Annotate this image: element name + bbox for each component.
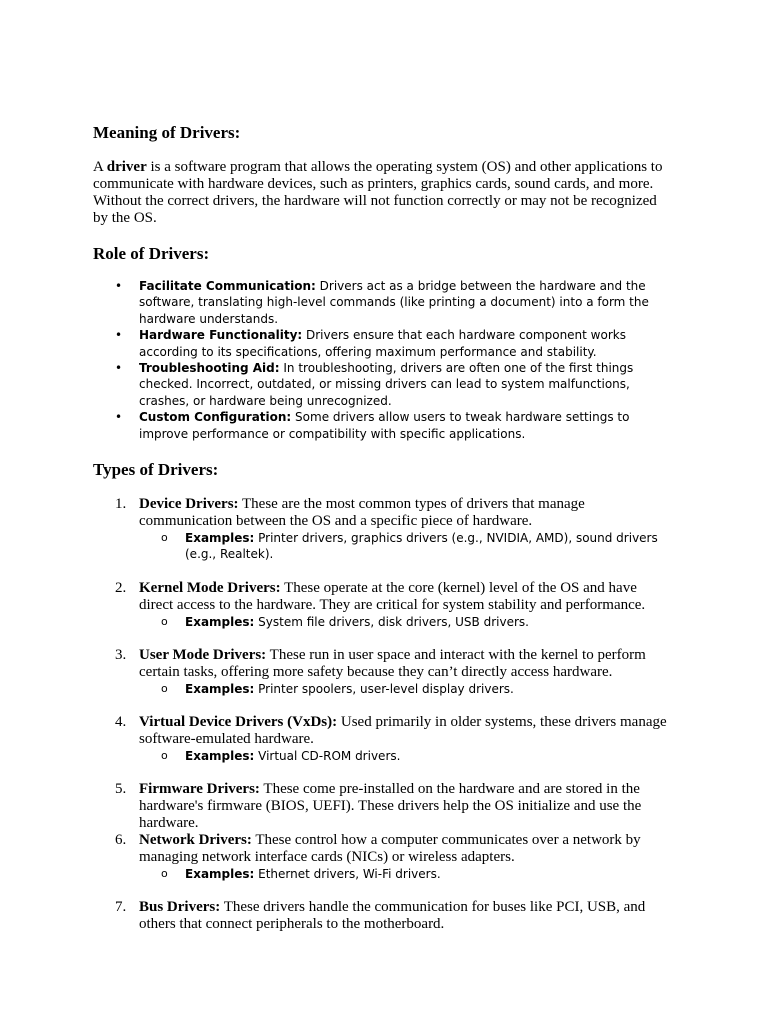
role-item-text: In troubleshooting, drivers are often one of the first things checked. Incorrect, outdated, or missing drivers can lead to system malfunctions, crashes, or hardware being unrecognized. [139, 361, 634, 408]
role-heading: Role of Drivers: [93, 244, 210, 263]
type-label: Network Drivers: [139, 832, 252, 848]
example-label: Examples: [185, 867, 255, 881]
example-text: System file drivers, disk drivers, USB drivers. [254, 615, 529, 629]
type-text: Used primarily in older systems, these drivers manage software-emulated hardware. [139, 714, 667, 747]
role-list [93, 278, 673, 442]
circle-bullet-icon: o [161, 531, 168, 544]
example-label: Examples: [185, 749, 255, 763]
example-label: Examples: [185, 531, 255, 545]
type-text: These control how a computer communicates over a network by managing network interface cards (NICs) or wireless adapters. [139, 832, 641, 865]
role-item [93, 409, 673, 442]
role-item [93, 278, 673, 327]
role-item [93, 327, 673, 360]
type-number: 4. [115, 714, 127, 730]
type-number: 5. [115, 781, 127, 797]
type-item [93, 899, 673, 933]
type-label: Firmware Drivers: [139, 781, 260, 797]
example-text: Printer spoolers, user-level display drivers. [254, 682, 514, 696]
type-item [93, 647, 673, 697]
role-item-label: Hardware Functionality: [139, 328, 303, 343]
type-label: Virtual Device Drivers (VxDs): [139, 714, 338, 730]
type-text: These come pre-installed on the hardware and are stored in the hardware's firmware (BIOS, UEFI). These drivers help the OS initialize and use the hardware. [139, 781, 642, 831]
meaning-prefix: A [93, 159, 107, 175]
meaning-rest: is a software program that allows the operating system (OS) and other applications to communicate with hardware devices, such as printers, graphics cards, sound cards, and more. Without the correct drivers, the hardware will not function correctly or may not be recognized by the OS. [93, 159, 663, 226]
type-item [93, 714, 673, 764]
example-label: Examples: [185, 615, 255, 629]
type-text: These operate at the core (kernel) level of the OS and have direct access to the hardware. They are critical for system stability and performance. [139, 580, 646, 613]
meaning-paragraph [93, 159, 673, 227]
role-item-label: Custom Configuration: [139, 410, 292, 425]
type-item [93, 781, 673, 832]
example-text: Ethernet drivers, Wi-Fi drivers. [254, 867, 441, 881]
example-item [161, 614, 673, 630]
type-text: These run in user space and interact with the kernel to perform certain tasks, offering more safety because they can’t directly access hardware. [139, 647, 646, 680]
types-heading: Types of Drivers: [93, 460, 219, 479]
example-item [161, 681, 673, 697]
type-body [139, 496, 673, 530]
type-body [139, 832, 673, 866]
example-label: Examples: [185, 682, 255, 696]
example-item [161, 530, 673, 563]
role-item-text: Some drivers allow users to tweak hardware settings to improve performance or compatibility with specific applications. [139, 410, 630, 441]
type-label: Bus Drivers: [139, 899, 221, 915]
role-item-label: Facilitate Communication: [139, 279, 316, 293]
role-item-text: Drivers act as a bridge between the hardware and the software, translating high-level commands (like printing a document) into a form the hardware understands. [139, 279, 649, 326]
bullet-icon: • [115, 279, 123, 293]
type-number: 1. [115, 496, 127, 512]
type-body [139, 781, 673, 832]
type-body [139, 580, 673, 614]
circle-bullet-icon: o [161, 749, 168, 762]
circle-bullet-icon: o [161, 682, 168, 695]
type-item [93, 580, 673, 630]
type-body [139, 647, 673, 681]
type-number: 2. [115, 580, 127, 596]
type-number: 7. [115, 899, 127, 915]
type-label: Kernel Mode Drivers: [139, 580, 281, 596]
type-text: These are the most common types of drivers that manage communication between the OS and a specific piece of hardware. [139, 496, 585, 529]
role-item [93, 360, 673, 409]
example-item [161, 748, 673, 764]
type-label: User Mode Drivers: [139, 647, 267, 663]
type-body [139, 899, 673, 933]
type-number: 6. [115, 832, 127, 848]
type-item [93, 832, 673, 882]
bullet-icon: • [115, 328, 123, 343]
type-body [139, 714, 673, 748]
type-text: These drivers handle the communication for buses like PCI, USB, and others that connect peripherals to the motherboard. [139, 899, 646, 932]
type-label: Device Drivers: [139, 496, 239, 512]
driver-term: driver [106, 159, 147, 175]
circle-bullet-icon: o [161, 615, 168, 628]
role-item-label: Troubleshooting Aid: [139, 361, 280, 376]
example-text: Printer drivers, graphics drivers (e.g., NVIDIA, AMD), sound drivers (e.g., Realtek). [185, 531, 658, 562]
role-item-text: Drivers ensure that each hardware component works according to its specifications, offering maximum performance and stability. [139, 328, 626, 359]
type-number: 3. [115, 647, 127, 663]
circle-bullet-icon: o [161, 867, 168, 880]
bullet-icon: • [115, 361, 123, 376]
meaning-heading: Meaning of Drivers: [93, 123, 241, 142]
example-text: Virtual CD-ROM drivers. [254, 749, 401, 763]
bullet-icon: • [115, 410, 123, 425]
example-item [161, 866, 673, 882]
type-item [93, 496, 673, 563]
